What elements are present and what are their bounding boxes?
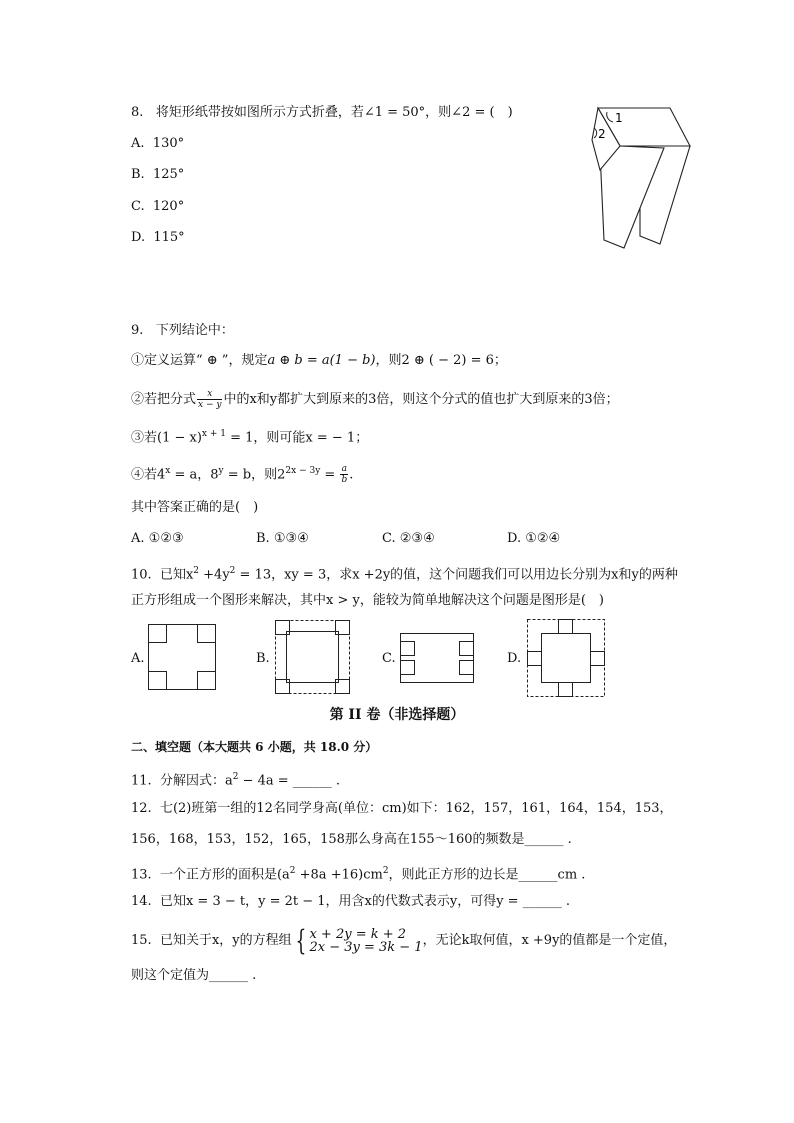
q9-question: 其中答案正确的是( )	[131, 500, 259, 515]
q8-option-b: B. 125°	[131, 167, 185, 182]
q8-number: 8.	[131, 105, 144, 120]
q9-item2: ②若把分式 $\frac{x}{x - y}$ 中的x和y都扩大到原来的3倍，则这个分式的值也扩大到原来的3倍；	[131, 389, 619, 410]
q10-option-d-label: D.	[507, 651, 522, 666]
q9-item1: ①定义运算“ ⊕ ”，规定a ⊕ b = a(1 − b)，则2 ⊕ ( − 2) = 6；	[131, 353, 507, 368]
q8-stem-line	[131, 104, 513, 122]
q15-equation-system: { x + 2y = k + 2 2x − 3y = 3k − 1	[295, 923, 423, 957]
q12-line1: 12. 七(2)班第一组的12名同学身高(单位：cm)如下：162，157，161，164，154，153，	[131, 801, 673, 816]
q9-number: 9.	[131, 323, 144, 338]
q10-figure-d	[527, 619, 605, 697]
q10-line1: 10. 已知$x^2 +4y^2 = 13$，xy = 3，求x +2y的值，这个问题我们可以用边长分别为x和y的两种	[131, 566, 678, 583]
section-fill-blank: 二、填空题（本大题共 6 小题，共 18.0 分）	[131, 740, 378, 754]
q10-option-a-label: A.	[131, 651, 145, 666]
q15-line1: 15. 已知关于x，y的方程组 { x + 2y = k + 2 2x − 3y = 3k − 1 ，无论k取何值，x +9y的值都是一个定值，	[131, 923, 677, 957]
q10-figure-b	[275, 620, 350, 694]
q13: 13. 一个正方形的面积是$(a^2 +8a +16)cm^2$，则此正方形的边长是______cm .	[131, 866, 586, 883]
q15-line2: 则这个定值为______ .	[131, 968, 257, 983]
q11: 11. 分解因式：$a^2 - 4a$ = ______ .	[131, 772, 341, 789]
q8-folded-strip-figure	[580, 100, 695, 250]
q9-stem-line	[131, 322, 234, 340]
q8-stem: 将矩形纸带按如图所示方式折叠，若∠1 = 50°，则∠2 = ( )	[155, 105, 513, 120]
q10-option-c-label: C.	[382, 651, 396, 666]
q9-option-a: A. ①②③	[131, 531, 184, 546]
q9-option-d: D. ①②④	[507, 531, 561, 546]
q10-line2: 正方形组成一个图形来解决，其中x > y，能较为简单地解决这个问题是图形是( )	[131, 593, 604, 608]
q9-stem: 下列结论中：	[155, 323, 234, 338]
q14: 14. 已知x = 3 − t，y = 2t − 1，用含x的代数式表示y，可得y = ______ .	[131, 894, 570, 909]
q8-option-d: D. 115°	[131, 230, 185, 245]
q9-option-b: B. ①③④	[256, 531, 309, 546]
q9-item2-fraction: $\frac{x}{x - y}$	[198, 389, 222, 410]
q10-number: 10.	[131, 567, 152, 583]
q9-item4: ④若$4^x = a$，$8^y = b$，则$2^{2x - 3y}$ = $\frac{a}{b}$ .	[131, 464, 354, 486]
q9-option-c: C. ②③④	[382, 531, 435, 546]
part2-title: 第 II 卷（非选择题）	[329, 707, 465, 723]
q10-option-b-label: B.	[256, 651, 270, 666]
q8-option-a: A. 130°	[131, 136, 185, 151]
q9-item3: ③若$(1 - x)^{x + 1} = 1$，则可能x = − 1；	[131, 429, 369, 446]
q8-option-c: C. 120°	[131, 199, 185, 214]
angle2-label: 2	[598, 127, 606, 141]
q10-figure-c	[400, 633, 474, 683]
q10-figure-a	[148, 624, 216, 690]
q12-line2: 156，168，153，152，165，158那么身高在155～160的频数是______ .	[131, 832, 572, 847]
angle1-label: 1	[615, 111, 623, 125]
q9-item4-fraction: $\frac{a}{b}$	[341, 464, 348, 486]
